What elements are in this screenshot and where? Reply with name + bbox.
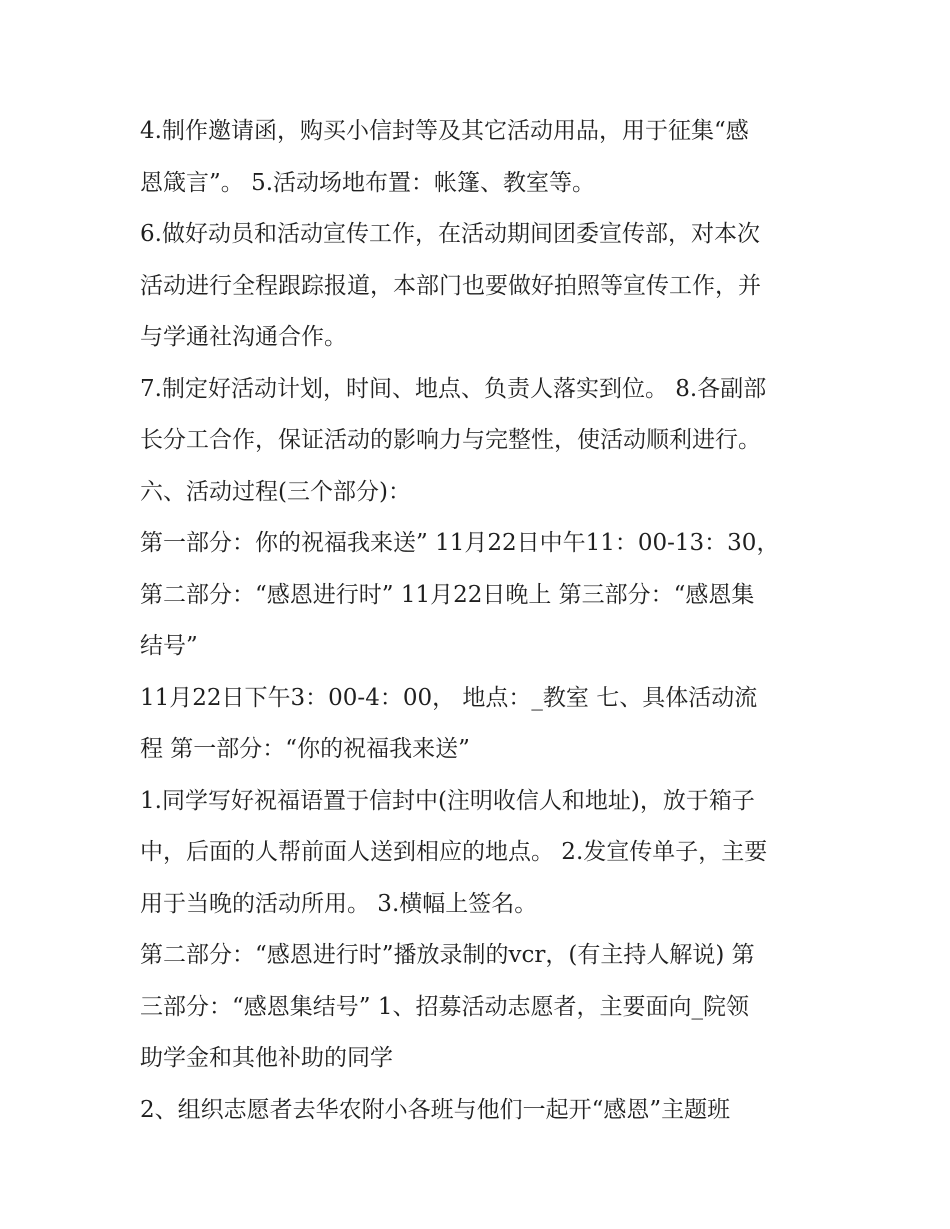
text-line-4: 活动进行全程跟踪报道，本部门也要做好拍照等宣传工作，并 xyxy=(140,272,761,299)
text-line-18: 三部分：“感恩集结号” 1、招募活动志愿者，主要面向_院领 xyxy=(140,993,749,1020)
text-line-6: 7.制定好活动计划，时间、地点、负责人落实到位。 8.各副部 xyxy=(140,375,767,402)
document-body xyxy=(140,106,830,1136)
text-line-19: 助学金和其他补助的同学 xyxy=(140,1045,393,1071)
text-line-20: 2、组织志愿者去华农附小各班与他们一起开“感恩”主题班 xyxy=(140,1096,731,1123)
text-line-13: 程 第一部分：“你的祝福我来送” xyxy=(140,736,470,762)
text-line-7: 长分工合作，保证活动的影响力与完整性，使活动顺利进行。 xyxy=(140,427,761,453)
text-line-17: 第二部分：“感恩进行时”播放录制的vcr，(有主持人解说) 第 xyxy=(140,942,755,968)
text-line-10: 第二部分：“感恩进行时” 11月22日晚上 第三部分：“感恩集 xyxy=(140,581,755,608)
text-line-16: 用于当晚的活动所用。 3.横幅上签名。 xyxy=(140,890,538,917)
text-line-2: 恩箴言”。 5.活动场地布置：帐篷、教室等。 xyxy=(140,169,596,196)
text-line-5: 与学通社沟通合作。 xyxy=(140,324,347,350)
text-line-14: 1.同学写好祝福语置于信封中(注明收信人和地址)，放于箱子 xyxy=(140,787,755,814)
text-line-15: 中，后面的人帮前面人送到相应的地点。 2.发宣传单子，主要 xyxy=(140,839,768,865)
text-line-12: 11月22日下午3：00-4：00， 地点：_教室 七、具体活动流 xyxy=(140,684,758,711)
text-line-11: 结号” xyxy=(140,633,198,659)
text-line-9: 第一部分：你的祝福我来送” 11月22日中午11：00-13：30， xyxy=(140,530,780,556)
text-line-3: 6.做好动员和活动宣传工作，在活动期间团委宣传部，对本次 xyxy=(140,221,760,247)
section-heading-6: 六、活动过程(三个部分)： xyxy=(140,478,411,505)
text-line-1: 4.制作邀请函，购买小信封等及其它活动用品，用于征集“感 xyxy=(140,118,749,144)
